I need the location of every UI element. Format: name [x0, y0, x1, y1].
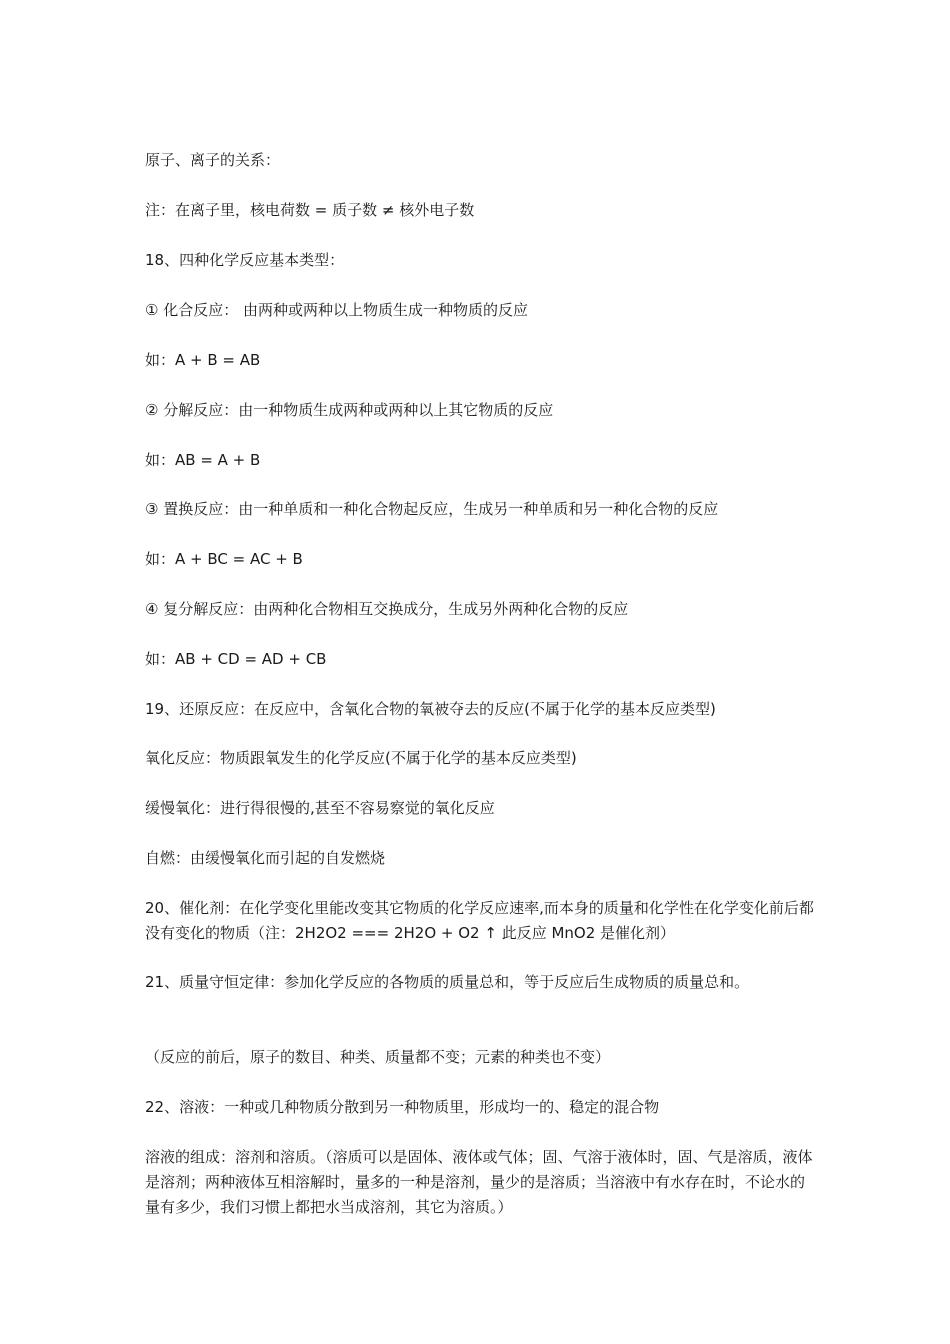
paragraph-displacement-reaction: ③ 置换反应：由一种单质和一种化合物起反应，生成另一种单质和另一种化合物的反应	[145, 500, 719, 518]
paragraph-example-1: 如：A + B = AB	[145, 351, 261, 369]
paragraph-mass-conservation: 21、质量守恒定律：参加化学反应的各物质的质量总和，等于反应后生成物质的质量总和。	[145, 973, 750, 991]
paragraph-note-charge: 注：在离子里，核电荷数 = 质子数 ≠ 核外电子数	[145, 201, 475, 219]
paragraph-atom-ion-relation: 原子、离子的关系：	[145, 151, 281, 169]
paragraph-catalyst: 20、催化剂：在化学变化里能改变其它物质的化学反应速率,而本身的质量和化学性在化学变化前后都没有变化的物质（注：2H2O2 === 2H2O + O2 ↑ 此反应 MnO2 是催化剂）	[145, 899, 814, 942]
paragraph-spontaneous-combustion: 自燃：由缓慢氧化而引起的自发燃烧	[145, 849, 386, 867]
paragraph-example-4: 如：AB + CD = AD + CB	[145, 650, 327, 668]
paragraph-reduction-reaction: 19、还原反应：在反应中，含氧化合物的氧被夺去的反应(不属于化学的基本反应类型)	[145, 700, 716, 718]
paragraph-mass-conservation-note: （反应的前后，原子的数目、种类、质量都不变；元素的种类也不变）	[145, 1048, 611, 1066]
paragraph-double-displacement-reaction: ④ 复分解反应：由两种化合物相互交换成分，生成另外两种化合物的反应	[145, 600, 629, 618]
heading-reaction-types: 18、四种化学反应基本类型：	[145, 251, 345, 269]
paragraph-slow-oxidation: 缓慢氧化：进行得很慢的,甚至不容易察觉的氧化反应	[145, 799, 495, 817]
paragraph-example-2: 如：AB = A + B	[145, 451, 261, 469]
paragraph-combination-reaction: ① 化合反应： 由两种或两种以上物质生成一种物质的反应	[145, 301, 528, 319]
paragraph-decomposition-reaction: ② 分解反应：由一种物质生成两种或两种以上其它物质的反应	[145, 401, 554, 419]
paragraph-solution-definition: 22、溶液：一种或几种物质分散到另一种物质里，形成均一的、稳定的混合物	[145, 1098, 660, 1116]
paragraph-example-3: 如：A + BC = AC + B	[145, 550, 303, 568]
paragraph-solution-composition: 溶液的组成：溶剂和溶质。（溶质可以是固体、液体或气体；固、气溶于液体时，固、气是溶质，液体是溶剂；两种液体互相溶解时，量多的一种是溶剂，量少的是溶质；当溶液中有水存在时，不论水的量有多少，我们习惯上都把水当成溶剂，其它为溶质。）	[145, 1148, 813, 1216]
paragraph-oxidation-reaction: 氧化反应：物质跟氧发生的化学反应(不属于化学的基本反应类型)	[145, 749, 577, 767]
